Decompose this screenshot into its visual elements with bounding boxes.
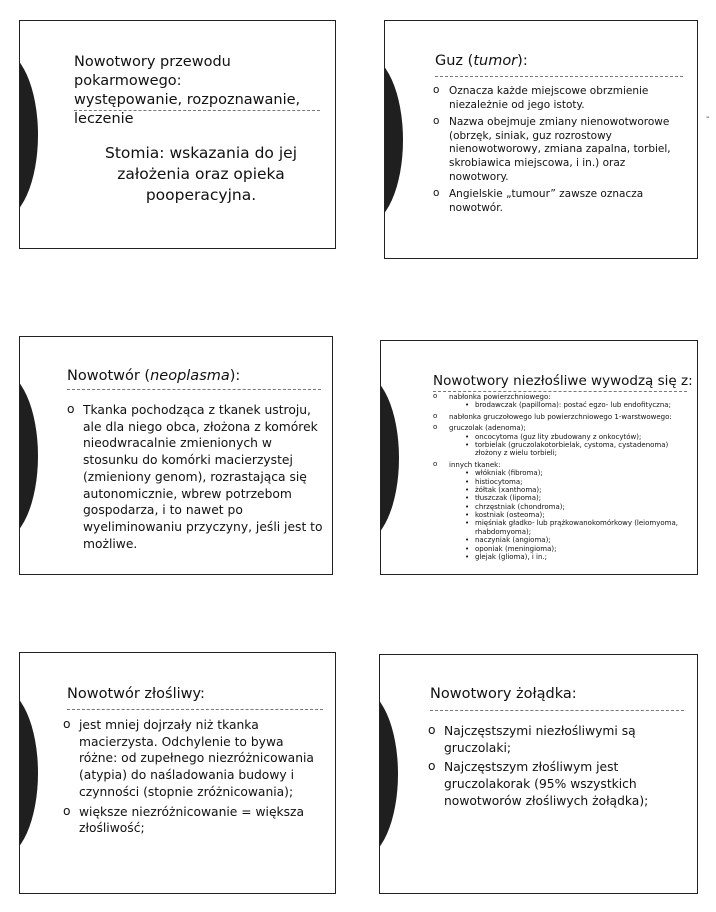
slide-body [67, 402, 323, 555]
list-item: • mięśniak gładko- lub prążkowanokomórkowy (leiomyoma, rhabdomyoma); [465, 519, 691, 536]
title-line: Nowotwory przewodu pokarmowego: [74, 54, 231, 89]
slide-body [63, 717, 325, 840]
list-item: • żółtak (xanthoma); [465, 486, 691, 494]
title-line: występowanie, rozpoznawanie, [74, 91, 301, 108]
slide-2 [384, 20, 698, 259]
slide-decoration-arc [380, 373, 399, 543]
margin-mark: - [706, 112, 710, 123]
slide-title: Nowotwory żołądka: [430, 686, 577, 702]
slide-6 [379, 654, 698, 894]
list-item: • oncocytoma (guz lity zbudowany z onkocytów); [465, 433, 691, 441]
slide-decoration-arc [384, 55, 403, 225]
list-item: • oponiak (meningioma); [465, 545, 691, 553]
slide-decoration-arc [19, 688, 38, 858]
list-group: o innych tkanek: • włókniak (fibroma); • histiocytoma; • żółtak (xanthoma); • tłuszczak (lipoma); • chrzęstniak (chondroma); • kostniak (osteoma); • mięśniak gładko- lub prążkowanokomórkowy (leiomyoma, rhabdomyoma); • naczyniak (angioma); • oponiak (meningioma); • glejak (glioma), i in.; [433, 461, 691, 562]
slide-decoration-arc [19, 371, 38, 541]
bullet-item: o Tkanka pochodząca z tkanek ustroju, ale dla niego obca, złożona z komórek nieodwracalnie zmienionych w stosunku do komórki macierzystej (zmieniony genom), rozrastająca się autonomicznie, wbrew potrzebom gospodarza, i to nawet po wyeliminowaniu przyczyny, jeśli jest to możliwe. [67, 402, 323, 552]
slide-title [74, 53, 326, 128]
subtitle-line: założenia oraz opieka [117, 164, 285, 183]
bullet-item: o Oznacza każde miejscowe obrzmienie niezależnie od jego istoty. [433, 85, 687, 113]
subtitle-line: Stomia: wskazania do jej [105, 144, 297, 162]
slide-title: Nowotwór złośliwy: [67, 686, 205, 702]
title-divider [67, 389, 321, 390]
bullet-item: o Najczęstszym złośliwym jest gruczolakorak (95% wszystkich nowotworów złośliwych żołądka); [428, 759, 690, 809]
list-item: • chrzęstniak (chondroma); [465, 503, 691, 511]
slide-title: Nowotwory niezłośliwe wywodzą się z: [433, 373, 693, 389]
list-group: o gruczolak (adenoma); • oncocytoma (guz lity zbudowany z onkocytów); • torbielak (gruczolakotorbielak, cystoma, cystadenoma) złożony z wielu torbieli; [433, 424, 691, 458]
list-item: • histiocytoma; [465, 478, 691, 486]
title-divider [67, 709, 323, 710]
list-item: • torbielak (gruczolakotorbielak, cystoma, cystadenoma) złożony z wielu torbieli; [465, 441, 691, 458]
slide-decoration-arc [379, 689, 398, 859]
subtitle-line: pooperacyjna. [145, 185, 257, 204]
slide-body [428, 723, 690, 813]
slide-subtitle [76, 143, 326, 206]
slide-body [433, 393, 691, 564]
title-line: leczenie [74, 110, 134, 127]
title-divider [74, 110, 320, 111]
list-group: o nabłonka gruczołowego lub powierzchniowego 1-warstwowego: [433, 413, 691, 421]
list-item: • brodawczak (papilloma): postać egzo- lub endofityczna; [465, 401, 691, 409]
slide-4 [380, 340, 698, 575]
bullet-item: o Angielskie „tumour” zawsze oznacza nowotwór. [433, 188, 687, 216]
list-item: • glejak (glioma), i in.; [465, 553, 691, 561]
title-divider [433, 391, 687, 392]
list-item: • włókniak (fibroma); [465, 469, 691, 477]
slide-3 [19, 336, 333, 575]
list-group: o nabłonka powierzchniowego: • brodawczak (papilloma): postać egzo- lub endofityczna; [433, 393, 691, 410]
bullet-item: o Nazwa obejmuje zmiany nienowotworowe (obrzęk, siniak, guz rozrostowy nienowotworowy, zmiana zapalna, torbiel, skrobiawica miejscowa, i in.) oraz nowotwory. [433, 116, 687, 185]
slide-title: Nowotwór (neoplasma): [67, 368, 241, 384]
title-divider [430, 710, 684, 711]
slide-title: Guz (tumor): [435, 53, 528, 69]
slide-1 [19, 20, 336, 249]
bullet-item: o jest mniej dojrzały niż tkanka macierzysta. Odchylenie to bywa różne: od zupełnego niezróżnicowania (atypia) do naśladowania budowy i czynności (stopnie zróżnicowania); [63, 717, 325, 801]
slide-decoration-arc [19, 50, 38, 220]
list-item: • naczyniak (angioma); [465, 536, 691, 544]
list-item: • tłuszczak (lipoma); [465, 494, 691, 502]
list-item: • kostniak (osteoma); [465, 511, 691, 519]
bullet-item: o Najczęstszymi niezłośliwymi są gruczolaki; [428, 723, 690, 756]
title-divider [435, 76, 683, 77]
slide-5 [19, 652, 336, 894]
slide-body [433, 85, 687, 219]
bullet-item: o większe niezróżnicowanie = większa złośliwość; [63, 804, 325, 837]
